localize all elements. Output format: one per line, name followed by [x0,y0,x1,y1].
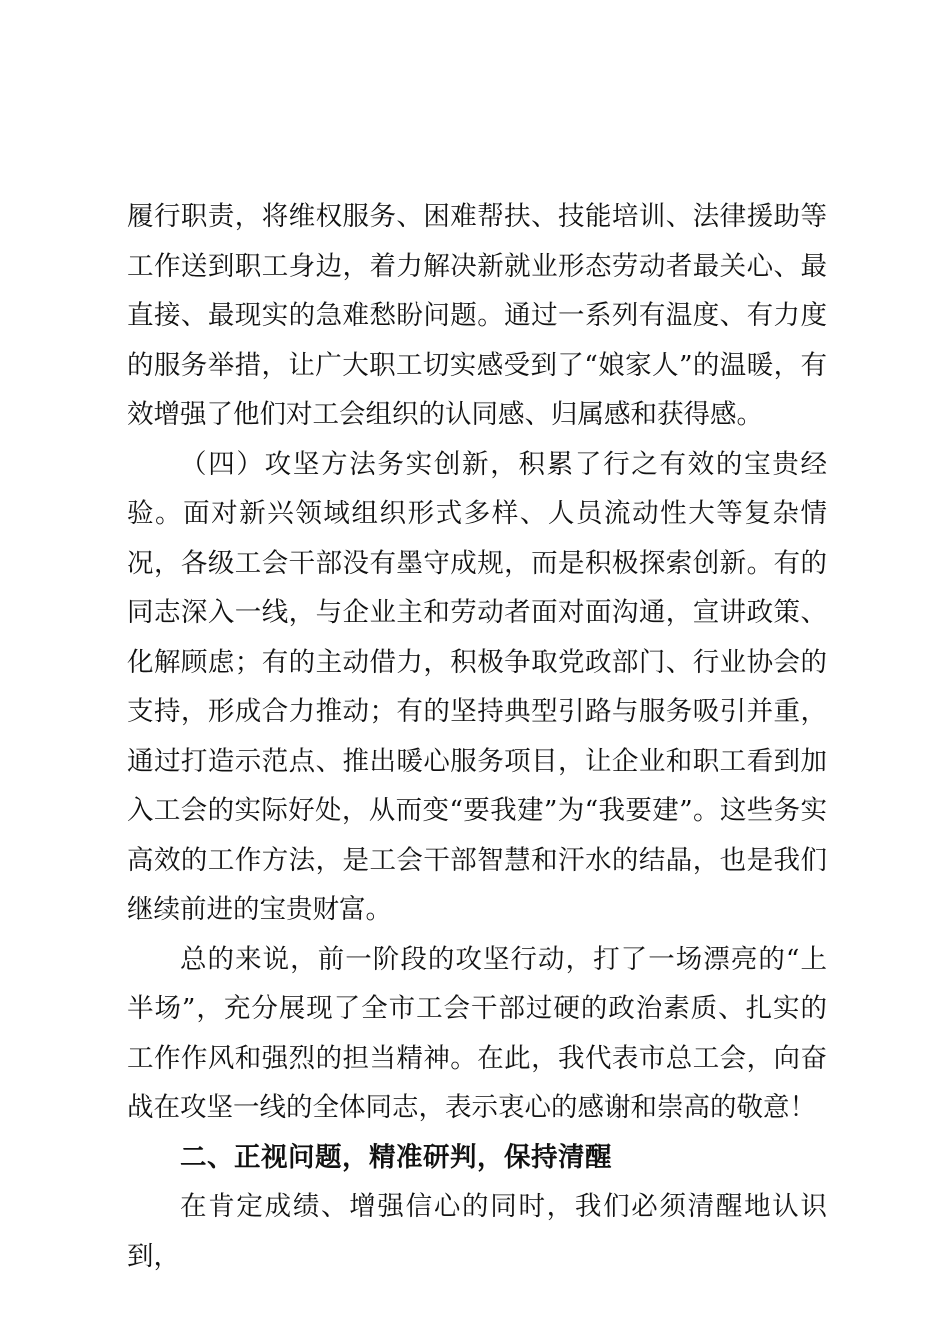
document-body [127,192,827,1281]
paragraph-continuation: 履行职责，将维权服务、困难帮扶、技能培训、法律援助等工作送到职工身边，着力解决新就业形态劳动者最关心、最直接、最现实的急难愁盼问题。通过一系列有温度、有力度的服务举措，让广大职工切实感受到了“娘家人”的温暖，有效增强了他们对工会组织的认同感、归属感和获得感。 [127,201,827,430]
section-heading-two: 二、正视问题，精准研判，保持清醒 [180,1141,612,1173]
paragraph-summary: 总的来说，前一阶段的攻坚行动，打了一场漂亮的“上半场”，充分展现了全市工会干部过硬的政治素质、扎实的工作作风和强烈的担当精神。在此，我代表市总工会，向奋战在攻坚一线的全体同志，表示衷心的感谢和崇高的敬意！ [127,943,827,1123]
paragraph-section-four: （四）攻坚方法务实创新，积累了行之有效的宝贵经验。面对新兴领域组织形式多样、人员流动性大等复杂情况，各级工会干部没有墨守成规，而是积极探索创新。有的同志深入一线，与企业主和劳动者面对面沟通，宣讲政策、化解顾虑；有的主动借力，积极争取党政部门、行业协会的支持，形成合力推动；有的坚持典型引路与服务吸引并重，通过打造示范点、推出暖心服务项目，让企业和职工看到加入工会的实际好处，从而变“要我建”为“我要建”。这些务实高效的工作方法，是工会干部智慧和汗水的结晶，也是我们继续前进的宝贵财富。 [127,448,827,925]
paragraph-section-two-intro: 在肯定成绩、增强信心的同时，我们必须清醒地认识到， [127,1191,827,1272]
